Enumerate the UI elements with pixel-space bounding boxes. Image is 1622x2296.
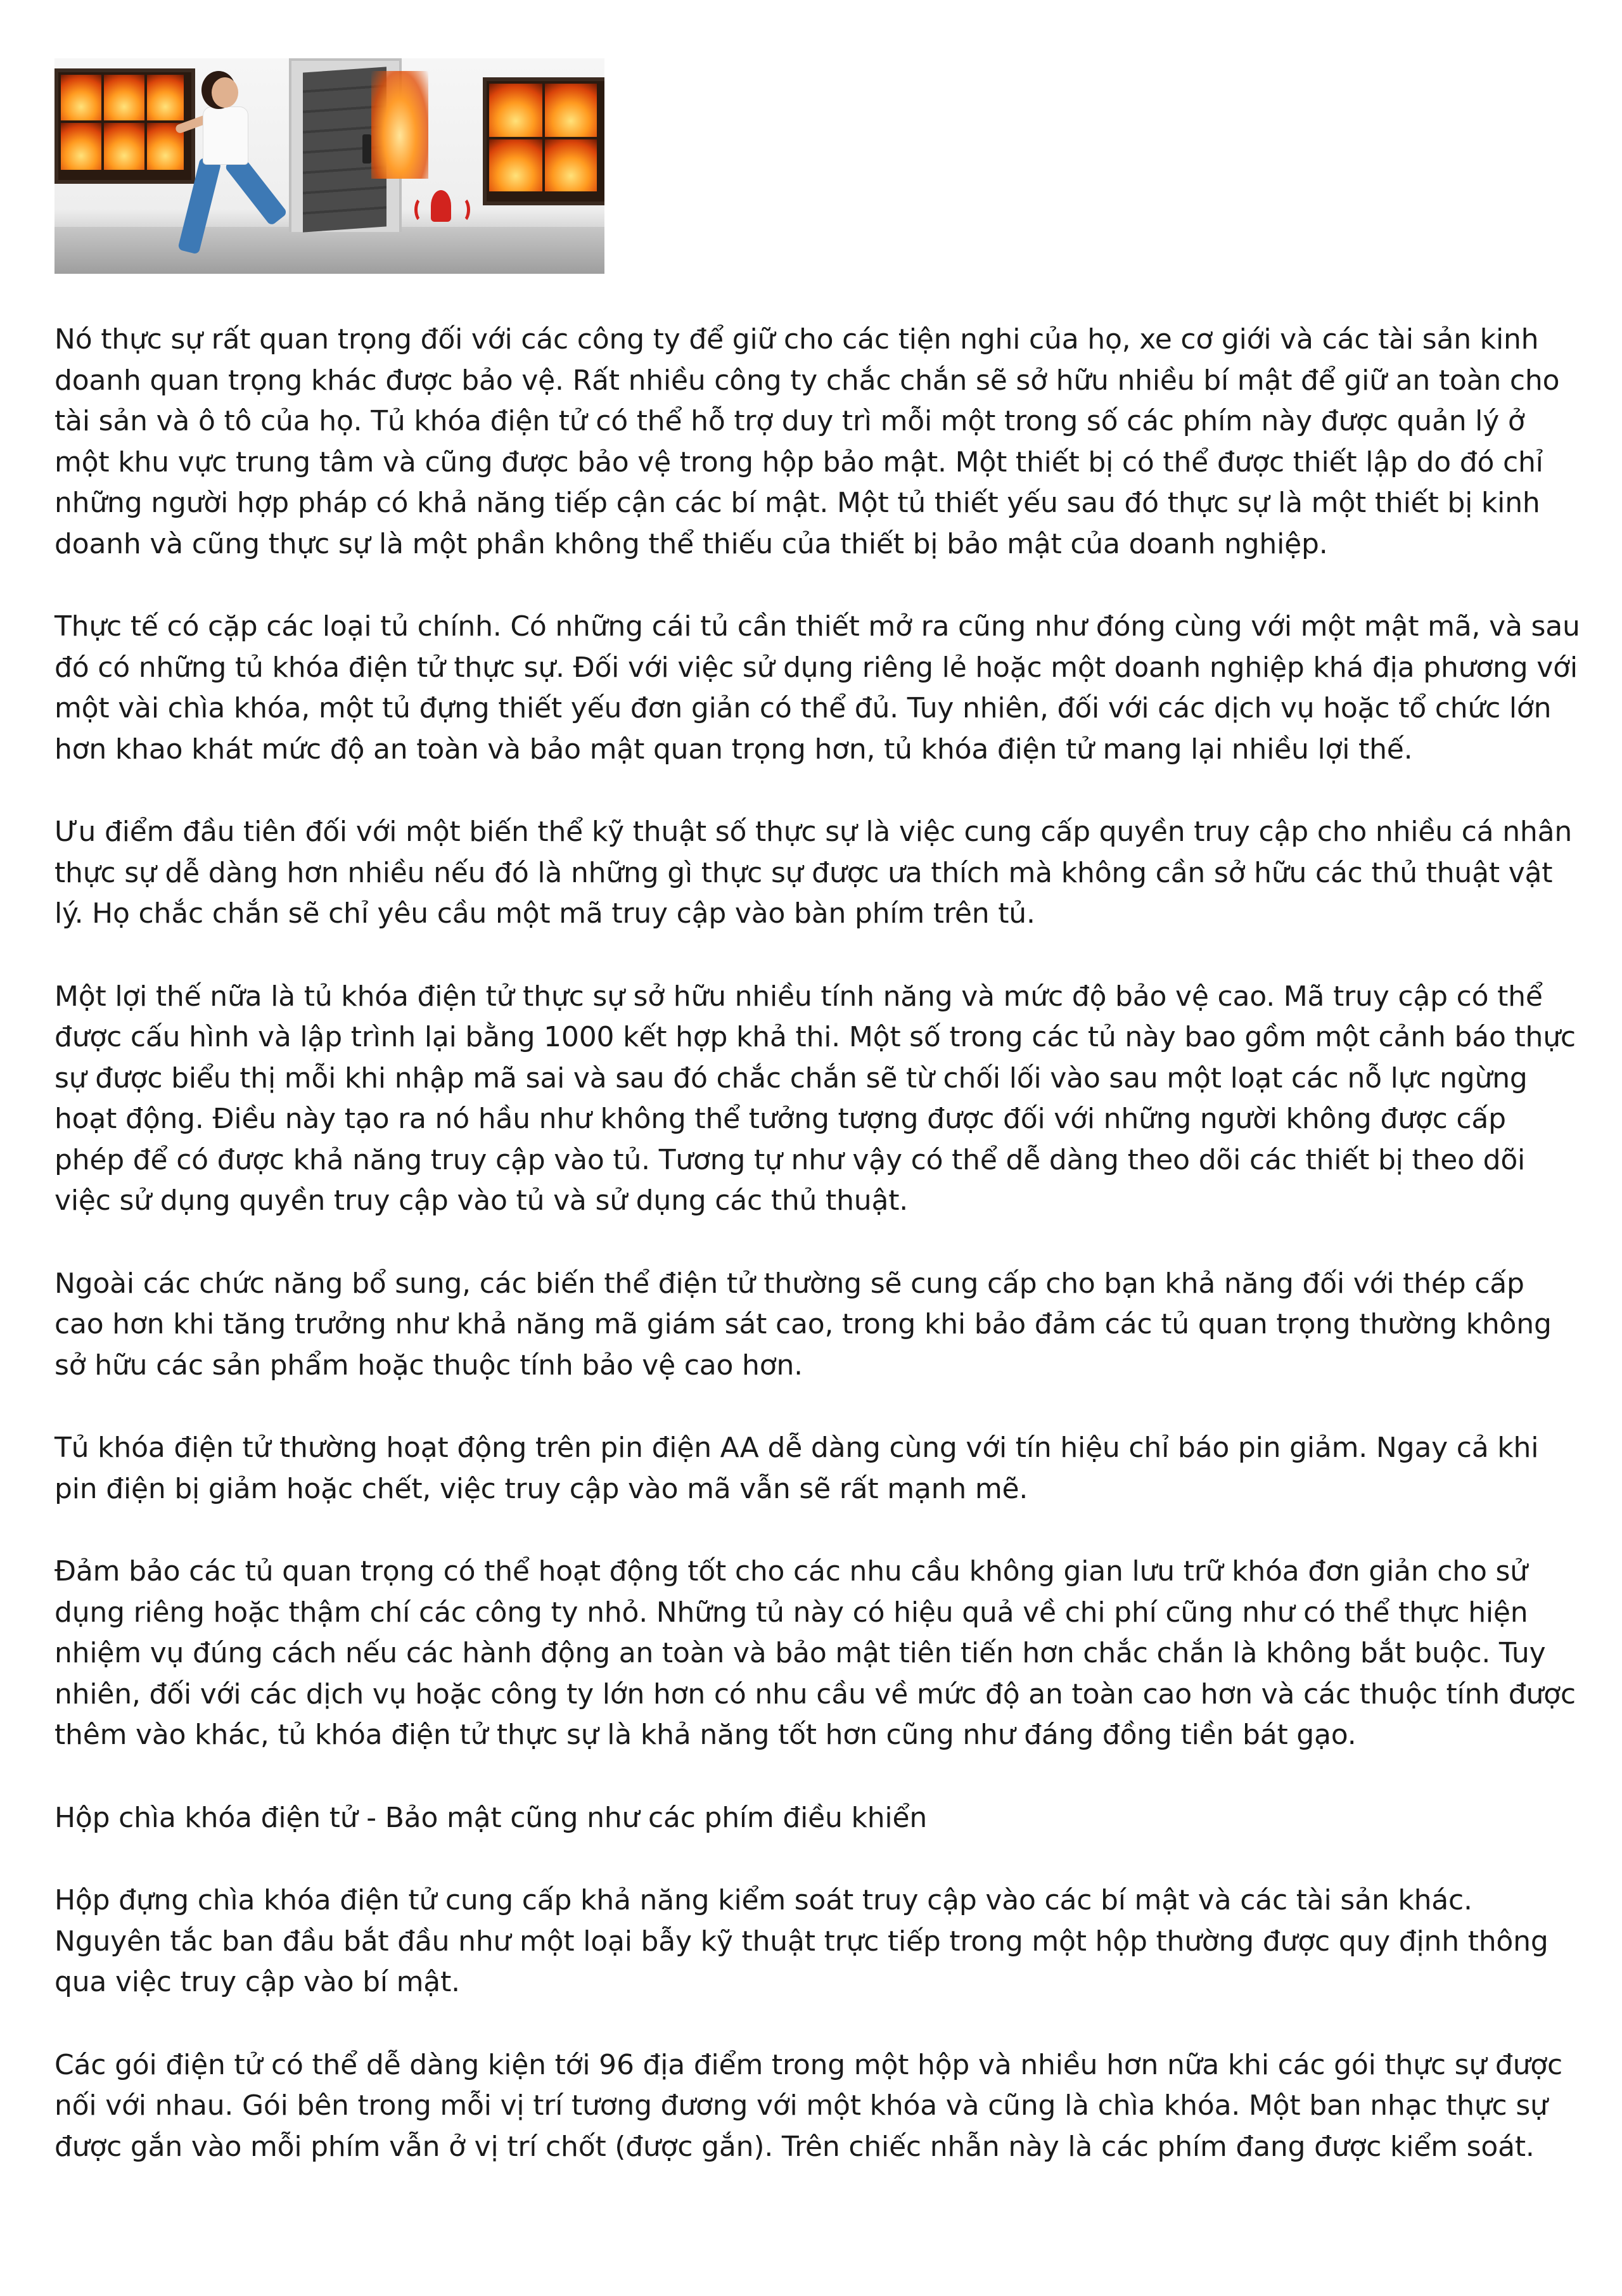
paragraph: Đảm bảo các tủ quan trọng có thể hoạt động tốt cho các nhu cầu không gian lưu trữ khóa đơn giản cho sử dụng riêng hoặc thậm chí các công ty nhỏ. Những tủ này có hiệu quả về chi phí cũng như có thể thực hiện nhiệm vụ đúng cách nếu các hành động an toàn và bảo mật tiên tiến hơn chắc chắn là không bắt buộc. Tuy nhiên, đối với các dịch vụ hoặc công ty lớn hơn có nhu cầu về mức độ an toàn cao hơn và các thuộc tính được thêm vào khác, tủ khóa điện tử thực sự là khả năng tốt hơn cũng như đáng đồng tiền bát gạo. (54, 1555, 1576, 1751)
person-leg (177, 157, 221, 255)
person-head (212, 77, 238, 108)
paragraph: Nó thực sự rất quan trọng đối với các công ty để giữ cho các tiện nghi của họ, xe cơ giới và các tài sản kinh doanh quan trọng khác được bảo vệ. Rất nhiều công ty chắc chắn sẽ sở hữu nhiều bí mật để giữ an toàn cho tài sản và ô tô của họ. Tủ khóa điện tử có thể hỗ trợ duy trì mỗi một trong số các phím này được quản lý ở một khu vực trung tâm và cũng được bảo vệ trong hộp bảo mật. Một thiết bị có thể được thiết lập do đó chỉ những người hợp pháp có khả năng tiếp cận các bí mật. Một tủ thiết yếu sau đó thực sự là một thiết bị kinh doanh và cũng thực sự là một phần không thể thiếu của thiết bị bảo mật của doanh nghiệp. (54, 323, 1560, 560)
paragraph: Tủ khóa điện tử thường hoạt động trên pin điện AA dễ dàng cùng với tín hiệu chỉ báo pin giảm. Ngay cả khi pin điện bị giảm hoặc chết, việc truy cập vào mã vẫn sẽ rất mạnh mẽ. (54, 1432, 1539, 1505)
fire-icon (545, 84, 597, 137)
hero-image (54, 58, 604, 274)
burning-window-right (483, 77, 604, 205)
alarm-wave (454, 196, 470, 223)
running-person (175, 77, 270, 267)
fire-icon (371, 71, 428, 179)
paragraph: Ưu điểm đầu tiên đối với một biến thể kỹ thuật số thực sự là việc cung cấp quyền truy cập cho nhiều cá nhân thực sự dễ dàng hơn nhiều nếu đó là những gì thực sự được ưa thích mà không cần sở hữu các thủ thuật vật lý. Họ chắc chắn sẽ chỉ yêu cầu một mã truy cập vào bàn phím trên tủ. (54, 816, 1573, 930)
article-body (54, 319, 1581, 2167)
alarm-icon (409, 185, 473, 229)
floor (54, 227, 604, 274)
paragraph: Hộp đựng chìa khóa điện tử cung cấp khả năng kiểm soát truy cập vào các bí mật và các tài sản khác. Nguyên tắc ban đầu bắt đầu như một loại bẫy kỹ thuật trực tiếp trong một hộp thường được quy định thông qua việc truy cập vào bí mật. (54, 1884, 1549, 1998)
fire-icon (61, 75, 101, 120)
fire-icon (104, 123, 144, 170)
alarm-wave (414, 196, 431, 223)
paragraph: Một lợi thế nữa là tủ khóa điện tử thực sự sở hữu nhiều tính năng và mức độ bảo vệ cao. Mã truy cập có thể được cấu hình và lập trình lại bằng 1000 kết hợp khả thi. Một số trong các tủ này bao gồm một cảnh báo thực sự được biểu thị mỗi khi nhập mã sai và sau đó chắc chắn sẽ từ chối lối vào sau một loạt các nỗ lực ngừng hoạt động. Điều này tạo ra nó hầu như không thể tưởng tượng được đối với những người không được cấp phép để có được khả năng truy cập vào tủ. Tương tự như vậy có thể dễ dàng theo dõi các thiết bị theo dõi việc sử dụng quyền truy cập vào tủ và sử dụng các thủ thuật. (54, 980, 1576, 1217)
person-torso (203, 106, 248, 165)
door-handle (362, 134, 371, 164)
fire-icon (545, 139, 597, 191)
paragraph: Ngoài các chức năng bổ sung, các biến thể điện tử thường sẽ cung cấp cho bạn khả năng đối với thép cấp cao hơn khi tăng trưởng như khả năng mã giám sát cao, trong khi bảo đảm các tủ quan trọng thường không sở hữu các sản phẩm hoặc thuộc tính bảo vệ cao hơn. (54, 1267, 1552, 1382)
section-heading: Hộp chìa khóa điện tử - Bảo mật cũng như các phím điều khiển (54, 1801, 928, 1834)
alarm-body (431, 190, 451, 222)
fire-icon (104, 75, 144, 120)
fire-icon (489, 139, 542, 191)
paragraph: Thực tế có cặp các loại tủ chính. Có những cái tủ cần thiết mở ra cũng như đóng cùng với một mật mã, và sau đó có những tủ khóa điện tử thực sự. Đối với việc sử dụng riêng lẻ hoặc một doanh nghiệp khá địa phương với một vài chìa khóa, một tủ đựng thiết yếu đơn giản có thể đủ. Tuy nhiên, đối với các dịch vụ hoặc tổ chức lớn hơn khao khát mức độ an toàn và bảo mật quan trọng hơn, tủ khóa điện tử mang lại nhiều lợi thế. (54, 610, 1580, 766)
burning-window-left (54, 68, 195, 184)
paragraph: Các gói điện tử có thể dễ dàng kiện tới 96 địa điểm trong một hộp và nhiều hơn nữa khi các gói thực sự được nối với nhau. Gói bên trong mỗi vị trí tương đương với một khóa và cũng là chìa khóa. Một ban nhạc thực sự được gắn vào mỗi phím vẫn ở vị trí chốt (được gắn). Trên chiếc nhẫn này là các phím đang được kiểm soát. (54, 2048, 1562, 2163)
document-page (54, 58, 1580, 2209)
fire-icon (61, 123, 101, 170)
fire-icon (489, 84, 542, 137)
